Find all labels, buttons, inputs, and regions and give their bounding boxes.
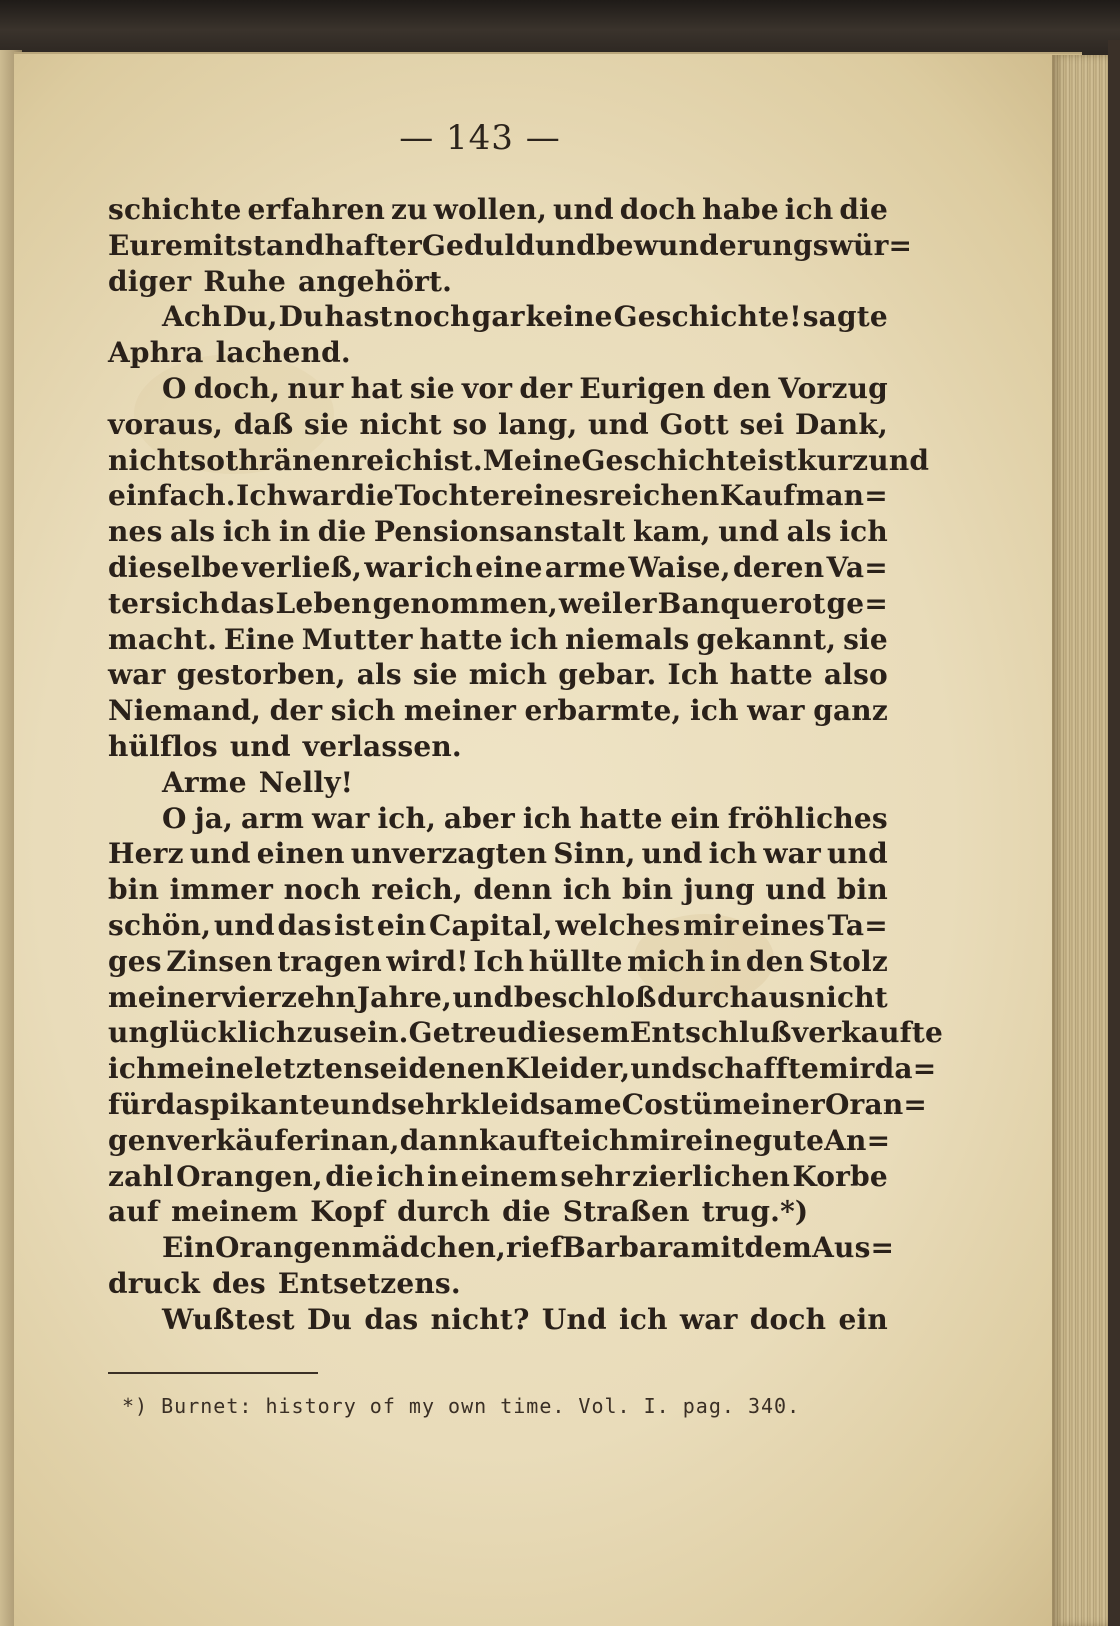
text-line: Arme Nelly! (162, 765, 354, 799)
text-line: Herz und einen unverzagten Sinn, und ich war und (108, 837, 888, 871)
text-line: nicht so thränenreich ist. Meine Geschichte ist kurz und (108, 443, 930, 477)
text-line: unglücklich zu sein. Getreu diesem Entschluß verkaufte (108, 1016, 944, 1050)
text-line: nes als ich in die Pensionsanstalt kam, und als ich (108, 515, 888, 549)
body-text (108, 192, 944, 1338)
text-line: macht. Eine Mutter hatte ich niemals gekannt, sie (108, 622, 888, 656)
text-line: meiner vierzehn Jahre, und beschloß durchaus nicht (108, 980, 888, 1014)
text-line: ter sich das Leben genommen, weil er Banquerot ge= (108, 586, 888, 620)
text-line: ges Zinsen tragen wird! Ich hüllte mich in den Stolz (108, 944, 888, 978)
text-line: zahl Orangen, die ich in einem sehr zierlichen Korbe (108, 1159, 888, 1193)
text-line: Wußtest Du das nicht? Und ich war doch ein (162, 1302, 888, 1336)
text-line: Ein Orangenmädchen, rief Barbara mit dem Aus= (162, 1231, 895, 1265)
page-edges (1052, 55, 1110, 1626)
text-line: Eure mit standhafter Geduld und bewunderungswür= (108, 228, 913, 262)
book-cover-edge (1108, 40, 1120, 1626)
text-line: Niemand, der sich meiner erbarmte, ich war ganz (108, 694, 888, 728)
text-line: genverkäuferin an, dann kaufte ich mir eine gute An= (108, 1123, 891, 1157)
text-line: einfach. Ich war die Tochter eines reichen Kaufman= (108, 479, 888, 513)
text-line: ich meine letzten seidenen Kleider, und schaffte mir da= (108, 1052, 937, 1086)
text-line: Aphra lachend. (108, 336, 351, 370)
text-line: bin immer noch reich, denn ich bin jung und bin (108, 873, 888, 907)
text-line: voraus, daß sie nicht so lang, und Gott sei Dank, (108, 407, 888, 441)
text-line: schön, und das ist ein Capital, welches mir eines Ta= (108, 908, 888, 942)
text-line: dieselbe verließ, war ich eine arme Waise, deren Va= (108, 550, 888, 584)
footnote: *) Burnet: history of my own time. Vol. I. pag. 340. (122, 1394, 801, 1418)
footnote-divider (108, 1372, 318, 1374)
text-line: hülflos und verlassen. (108, 729, 462, 763)
text-line: diger Ruhe angehört. (108, 264, 453, 298)
text-line: schichte erfahren zu wollen, und doch habe ich die (108, 193, 888, 226)
text-line: O ja, arm war ich, aber ich hatte ein fröhliches (162, 801, 888, 835)
page-number: — 143 — (399, 118, 561, 158)
text-line: druck des Entsetzens. (108, 1266, 461, 1300)
text-line: O doch, nur hat sie vor der Eurigen den Vorzug (162, 371, 888, 405)
text-line: auf meinem Kopf durch die Straßen trug.*) (108, 1195, 809, 1229)
text-line: für das pikante und sehr kleidsame Costüm einer Oran= (108, 1087, 928, 1121)
text-line: war gestorben, als sie mich gebar. Ich hatte also (108, 658, 888, 692)
text-line: Ach Du, Du hast noch gar keine Geschichte! sagte (162, 300, 888, 334)
